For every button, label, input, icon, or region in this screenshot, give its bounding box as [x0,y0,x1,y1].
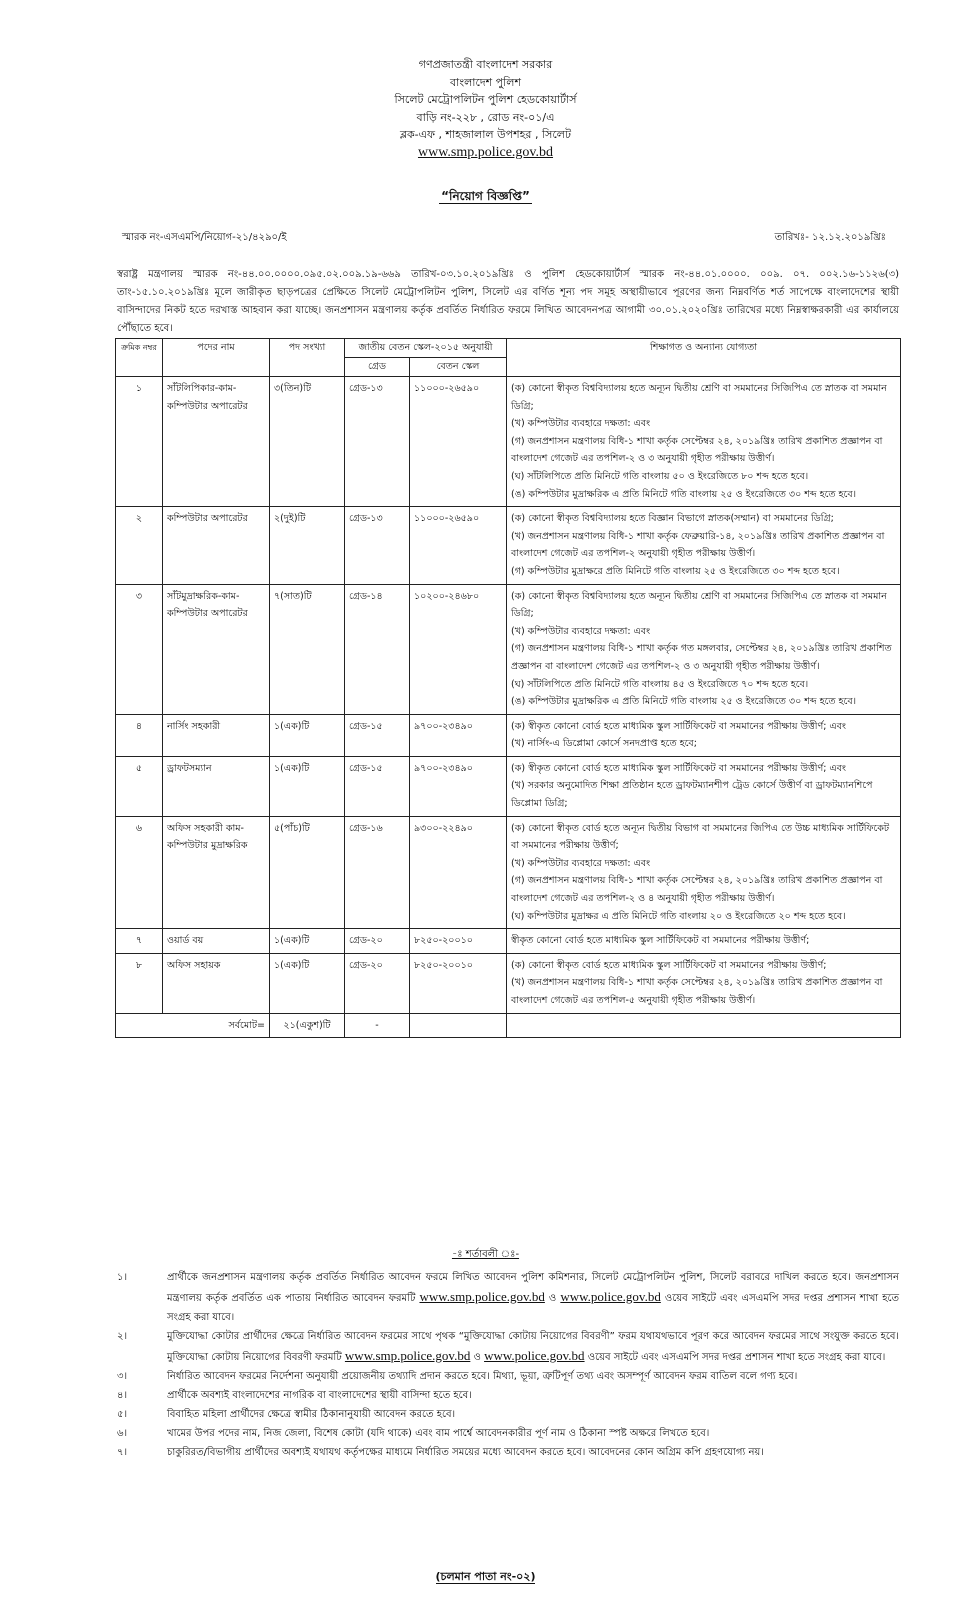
dept-name: বাংলাদেশ পুলিশ [450,75,521,89]
table-row [116,816,901,929]
qualification-line: (ঙ) কম্পিউটার মুদ্রাক্ষরিক এ প্রতি মিনিটে গতি বাংলায় ২৫ ও ইংরেজিতে ৩০ শব্দ হতে হবে। [511,488,857,500]
row-post-name: ড্রাফটসম্যান [163,756,270,816]
term-number: ২। [117,1331,128,1342]
terms-heading: -ঃ শর্তাবলী ঃ- [451,1249,520,1260]
row-qualifications [507,714,901,756]
col-pay-scale: জাতীয় বেতন স্কেল-২০১৫ অনুযায়ী [345,339,507,358]
govt-name: গণপ্রজাতন্ত্রী বাংলাদেশ সরকার [418,58,553,71]
total-label: সর্বমোট= [116,1013,270,1038]
term-item [117,1268,899,1327]
row-serial: ৫ [116,756,163,816]
row-serial: ৬ [116,816,163,929]
qualification-line: (খ) জনপ্রশাসন মন্ত্রণালয় বিধি-১ শাখা কর্তৃক ফেব্রুয়ারি-১৪, ২০১৯খ্রিঃ তারিখ প্রকাশিত প্রজ্ঞাপন বা বাংলাদেশ গেজেট এর তপশিল-২ অনুযায়ী গৃহীত পরীক্ষায় উত্তীর্ণ। [511,530,885,560]
letterhead [0,56,971,161]
row-post-count: ১(এক)টি [270,953,345,1013]
qualification-line: (ঘ) সাঁটলিপিতে প্রতি মিনিটে গতি বাংলায় ৪৫ ও ইংরেজিতে ৭০ শব্দ হতে হবে। [511,678,809,690]
term-number: ৭। [117,1447,128,1458]
qualification-line: (খ) কম্পিউটার ব্যবহারে দক্ষতা: এবং [511,418,651,430]
table-row [116,953,901,1013]
row-pay-scale: ১১০০০-২৬৫৯০ [410,377,507,507]
smp-website-link[interactable]: www.smp.police.gov.bd [344,1348,471,1363]
qualification-line: (গ) জনপ্রশাসন মন্ত্রণালয় বিধি-১ শাখা কর্তৃক সেপ্টেম্বর ২৪, ২০১৯খ্রিঃ তারিখ প্রকাশিত প্রজ্ঞাপন বা বাংলাদেশ গেজেট এর তপশিল-২ ও ৪ অনুযায়ী গৃহীত পরীক্ষায় উত্তীর্ণ। [511,875,883,905]
table-row [116,929,901,954]
term-number: ৫। [117,1409,128,1420]
table-header-row [116,339,901,358]
row-post-name: সাঁটমুদ্রাক্ষরিক-কাম-কম্পিউটার অপারেটর [163,584,270,714]
police-website-link[interactable]: www.police.gov.bd [484,1348,585,1363]
row-pay-scale: ৯৩০০-২২৪৯০ [410,816,507,929]
term-number: ৬। [117,1428,128,1439]
col-serial: ক্রমিক নম্বর [116,339,163,377]
notice-date: তারিখঃ- ১২.১২.২০১৯খ্রিঃ [774,232,886,243]
term-text [167,1386,899,1405]
row-serial: ৮ [116,953,163,1013]
table-row [116,756,901,816]
row-post-count: ১(এক)টি [270,929,345,954]
qualification-line: (ক) কোনো স্বীকৃত বিশ্ববিদ্যালয় হতে অন্যূন দ্বিতীয় শ্রেণি বা সমমানের সিজিপিএ তে স্নাতক বা সমমান ডিগ্রি; [511,590,887,620]
col-qualification: শিক্ষাগত ও অন্যান্য যোগ্যতা [507,339,901,377]
term-item [117,1424,899,1443]
row-pay-scale: ৯৭০০-২৩৪৯০ [410,756,507,816]
table-row [116,714,901,756]
row-grade: গ্রেড-১৬ [345,816,410,929]
row-qualifications [507,756,901,816]
term-body: প্রার্থীকে অবশ্যই বাংলাদেশের নাগরিক বা বাংলাদেশের স্থায়ী বাসিন্দা হতে হবে। [167,1390,472,1401]
terms-list [117,1268,899,1462]
row-serial: ৩ [116,584,163,714]
row-post-count: ১(এক)টি [270,714,345,756]
total-row [116,1013,901,1038]
row-grade: গ্রেড-২০ [345,929,410,954]
qualification-line: (ক) কোনো স্বীকৃত বিশ্ববিদ্যালয় হতে বিজ্ঞান বিভাগে স্নাতক(সম্মান) বা সমমানের ডিগ্রি; [511,513,834,525]
term-tail: ওয়েব সাইটে এবং এসএমপি সদর দপ্তর প্রশাসন শাখা হতে সংগ্রহ করা যাবে। [167,1293,899,1323]
row-serial: ৭ [116,929,163,954]
row-serial: ৪ [116,714,163,756]
row-qualifications [507,377,901,507]
row-post-name: নার্সিং সহকারী [163,714,270,756]
row-qualifications [507,584,901,714]
qualification-line: (গ) কম্পিউটার মুদ্রাক্ষরে প্রতি মিনিটে গতি বাংলায় ২৫ ও ইংরেজিতে ৩০ শব্দ হতে হবে। [511,565,840,577]
qualification-line: (খ) সরকার অনুমোদিত শিক্ষা প্রতিষ্ঠান হতে ড্রাফটম্যানশীপ ট্রেড কোর্সে উত্তীর্ণ বা ড্রাফটম্যানশিপে ডিপ্লোমা ডিগ্রি; [511,780,873,810]
term-number: ১। [117,1272,128,1283]
term-item [117,1367,899,1386]
address-line-1: বাড়ি নং-২২৮ , রোড নং-০১/এ [416,110,555,124]
qualification-line: (ক) কোনো স্বীকৃত বোর্ড হতে মাধ্যমিক স্কুল সার্টিফিকেট বা সমমানের পরীক্ষায় উত্তীর্ণ; [511,959,827,971]
table-row [116,507,901,584]
qualification-line: (খ) কম্পিউটার ব্যবহারে দক্ষতা: এবং [511,625,651,637]
col-scale: বেতন স্কেল [410,358,507,377]
row-post-name: অফিস সহায়ক [163,953,270,1013]
row-pay-scale: ৮২৫০-২০০১০ [410,953,507,1013]
qualification-line: (ক) কোনো স্বীকৃত বিশ্ববিদ্যালয় হতে অন্যূন দ্বিতীয় শ্রেণি বা সমমানের সিজিপিএ তে স্নাতক বা সমমান ডিগ্রি; [511,383,887,412]
row-post-count: ৩(তিন)টি [270,377,345,507]
term-body: বিবাহিত মহিলা প্রার্থীদের ক্ষেত্রে স্বামীর ঠিকানানুযায়ী আবেদন করতে হবে। [167,1409,456,1420]
table-row [116,584,901,714]
col-post: পদের নাম [163,339,270,377]
row-post-name: কম্পিউটার অপারেটর [163,507,270,584]
row-post-count: ১(এক)টি [270,756,345,816]
address-line-2: ব্লক-এফ , শাহজালাল উপশহর , সিলেট [399,128,572,141]
term-item [117,1405,899,1424]
row-grade: গ্রেড-১৪ [345,584,410,714]
website-link[interactable]: www.smp.police.gov.bd [417,144,554,160]
term-text [167,1443,899,1462]
qualification-line: (ক) স্বীকৃত কোনো বোর্ড হতে মাধ্যমিক স্কুল সার্টিফিকেট বা সমমানের পরীক্ষায় উত্তীর্ণ; এবং [511,720,847,732]
qualification-line: (গ) জনপ্রশাসন মন্ত্রণালয় বিধি-১ শাখা কর্তৃক গত মঙ্গলবার, সেপ্টেম্বর ২৪, ২০১৯খ্রিঃ তারিখ প্রকাশিত প্রজ্ঞাপন বা বাংলাদেশ গেজেট এর তপশিল-২ ও ৩ অনুযায়ী গৃহীত পরীক্ষায় উত্তীর্ণ। [511,643,892,672]
term-tail: ওয়েব সাইটে এবং এসএমপি সদর দপ্তর প্রশাসন শাখা হতে সংগ্রহ করা যাবে। [584,1352,886,1363]
col-grade: গ্রেড [345,358,410,377]
row-serial: ১ [116,377,163,507]
qualification-line: (খ) জনপ্রশাসন মন্ত্রণালয় বিধি-১ শাখা কর্তৃক সেপ্টেম্বর ২৪, ২০১৯খ্রিঃ তারিখ প্রকাশিত প্রজ্ঞাপন বা বাংলাদেশ গেজেট এর তপশিল-৫ অনুযায়ী গৃহীত পরীক্ষায় উত্তীর্ণ। [511,977,883,1006]
row-post-count: ৫(পাঁচ)টি [270,816,345,929]
continued-page-note: (চলমান পাতা নং-০২) [435,1570,536,1583]
term-number: ৪। [117,1390,128,1401]
term-body: প্রার্থীকে জনপ্রশাসন মন্ত্রণালয় কর্তৃক প্রবর্তিত নির্ধারিত আবেদন ফরমে লিখিত আবেদন পুলিশ কমিশনার, সিলেট মেট্রোপলিটন পুলিশ, সিলেট বরাবরে দাখিল করতে হবে। জনপ্রশাসন মন্ত্রণালয় কর্তৃক প্রবর্তিত এক পাতায় নির্ধারিত আবেদন ফরমটি [167,1272,899,1304]
row-grade: গ্রেড-১৫ [345,714,410,756]
term-conjunction: ও [470,1352,485,1363]
row-qualifications [507,507,901,584]
term-conjunction: ও [544,1293,561,1304]
term-text [167,1327,899,1367]
total-empty-2 [507,1013,901,1038]
term-body: মুক্তিযোদ্ধা কোটার প্রার্থীদের ক্ষেত্রে নির্ধারিত আবেদন ফরমের সাথে পৃথক “মুক্তিযোদ্ধা কোটায় নিয়োগের বিবরণী” ফরম যথাযথভাবে পূরণ করে আবেদন ফরমের সাথে সংযুক্ত করতে হবে। মুক্তিযোদ্ধা কোটায় নিয়োগের বিবরণী ফরমটি [167,1331,899,1363]
row-qualifications [507,953,901,1013]
total-dash: - [345,1013,410,1038]
qualification-line: (খ) কম্পিউটার ব্যবহারে দক্ষতা: এবং [511,857,651,869]
term-text [167,1405,899,1424]
office-name: সিলেট মেট্রোপলিটন পুলিশ হেডকোয়ার্টার্স [394,93,577,106]
row-qualifications [507,816,901,929]
col-count: পদ সংখ্যা [270,339,345,377]
row-grade: গ্রেড-১৩ [345,507,410,584]
row-post-count: ২(দুই)টি [270,507,345,584]
memo-number: স্মারক নং-এসএমপি/নিয়োগ-২১/৪২৯০/ই [122,232,287,243]
qualification-line: (ঙ) কম্পিউটার মুদ্রাক্ষরিক এ প্রতি মিনিটে গতি বাংলায় ২৫ ও ইংরেজিতে ৩০ শব্দ হতে হবে। [511,696,857,708]
total-count: ২১(একুশ)টি [270,1013,345,1038]
notice-title: “নিয়োগ বিজ্ঞপ্তি” [441,189,530,203]
term-item [117,1386,899,1405]
qualification-line: (ঘ) সাঁটলিপিতে প্রতি মিনিটে গতি বাংলায় ৫০ ও ইংরেজিতে ৮০ শব্দ হতে হবে। [511,470,809,482]
term-text [167,1424,899,1443]
row-pay-scale: ১০২০০-২৪৬৮০ [410,584,507,714]
qualification-line: (ঘ) কম্পিউটার মুদ্রাক্ষর এ প্রতি মিনিটে গতি বাংলায় ২০ ও ইংরেজিতে ২০ শব্দ হতে হবে। [511,910,846,922]
term-body: খামের উপর পদের নাম, নিজ জেলা, বিশেষ কোটা (যদি থাকে) এবং বাম পার্শ্বে আবেদনকারীর পূর্ণ নাম ও ঠিকানা স্পষ্ট অক্ষরে লিখতে হবে। [167,1428,710,1439]
term-body: নির্ধারিত আবেদন ফরমের নির্দেশনা অনুযায়ী প্রয়োজনীয় তথ্যাদি প্রদান করতে হবে। মিথ্যা, ভূয়া, ত্রুটিপূর্ণ তথ্য এবং অসম্পূর্ণ আবেদন ফরম বাতিল বলে গণ্য হবে। [167,1371,798,1382]
row-post-name: সাঁটলিপিকার-কাম-কম্পিউটার অপারেটর [163,377,270,507]
term-text [167,1268,899,1327]
row-serial: ২ [116,507,163,584]
term-text [167,1367,899,1386]
term-item [117,1443,899,1462]
qualification-line: (ক) কোনো স্বীকৃত বোর্ড হতে অন্যূন দ্বিতীয় বিভাগ বা সমমানের জিপিএ তে উচ্চ মাধ্যমিক সার্টিফিকেট বা সমমানের পরীক্ষায় উত্তীর্ণ; [511,822,890,852]
row-qualifications [507,929,901,954]
table-row [116,377,901,507]
term-number: ৩। [117,1371,128,1382]
row-pay-scale: ১১০০০-২৬৫৯০ [410,507,507,584]
qualification-line: (ক) স্বীকৃত কোনো বোর্ড হতে মাধ্যমিক স্কুল সার্টিফিকেট বা সমমানের পরীক্ষায় উত্তীর্ণ; এবং [511,762,847,774]
qualification-line: (গ) জনপ্রশাসন মন্ত্রণালয় বিধি-১ শাখা কর্তৃক সেপ্টেম্বর ২৪, ২০১৯খ্রিঃ তারিখ প্রকাশিত প্রজ্ঞাপন বা বাংলাদেশ গেজেট এর তপশিল-২ ও ৩ অনুযায়ী গৃহীত পরীক্ষায় উত্তীর্ণ। [511,435,883,465]
term-item [117,1327,899,1367]
row-post-name: অফিস সহকারী কাম-কম্পিউটার মুদ্রাক্ষরিক [163,816,270,929]
row-pay-scale: ৯৭০০-২৩৪৯০ [410,714,507,756]
row-grade: গ্রেড-১৩ [345,377,410,507]
term-body: চাকুরিরত/বিভাগীয় প্রার্থীদের অবশ্যই যথাযথ কর্তৃপক্ষের মাধ্যমে নির্ধারিত সময়ের মধ্যে আবেদন করতে হবে। আবেদনের কোন অগ্রিম কপি গ্রহণযোগ্য নয়। [167,1447,764,1458]
total-empty-1 [410,1013,507,1038]
police-website-link[interactable]: www.police.gov.bd [560,1289,661,1304]
row-post-count: ৭(সাত)টি [270,584,345,714]
intro-paragraph: স্বরাষ্ট্র মন্ত্রণালয় স্মারক নং-৪৪.০০.০০০০.০৯৫.০২.০০৯.১৯-৬৬৯ তারিখ-০৩.১০.২০১৯খ্রিঃ ও পুলিশ হেডকোয়ার্টার্স স্মারক নং-৪৪.০১.০০০০. ০০৯. ০৭. ০০২.১৬-১১২৬(৩) তাং-১৫.১০.২০১৯খ্রিঃ মূলে জারীকৃত ছাড়পত্রের প্রেক্ষিতে সিলেট মেট্রোপলিটন পুলিশ, সিলেট এর বর্ণিত শূন্য পদ সমূহ অস্থায়ীভাবে পূরণের জন্য নিম্নবর্ণিত শর্ত সাপেক্ষে বাংলাদেশের স্থায়ী বাসিন্দাদের নিকট হতে দরখাস্ত আহবান করা যাচ্ছে। জনপ্রশাসন মন্ত্রণালয় কর্তৃক প্রবর্তিত নির্ধারিত ফরমে লিখিত আবেদনপত্র আগামী ৩০.০১.২০২০খ্রিঃ তারিখের মধ্যে নিম্নস্বাক্ষরকারী এর কার্যালয়ে পৌঁছাতে হবে। [117,269,899,334]
vacancy-table [115,338,901,1038]
smp-website-link[interactable]: www.smp.police.gov.bd [419,1289,545,1304]
row-post-name: ওয়ার্ড বয় [163,929,270,954]
row-pay-scale: ৮২৫০-২০০১০ [410,929,507,954]
qualification-line: স্বীকৃত কোনো বোর্ড হতে মাধ্যমিক স্কুল সার্টিফিকেট বা সমমানের পরীক্ষায় উত্তীর্ণ; [511,935,810,947]
row-grade: গ্রেড-১৫ [345,756,410,816]
qualification-line: (খ) নার্সিং-এ ডিপ্লোমা কোর্সে সনদপ্রাপ্ত হতে হবে; [511,738,697,750]
row-grade: গ্রেড-২০ [345,953,410,1013]
